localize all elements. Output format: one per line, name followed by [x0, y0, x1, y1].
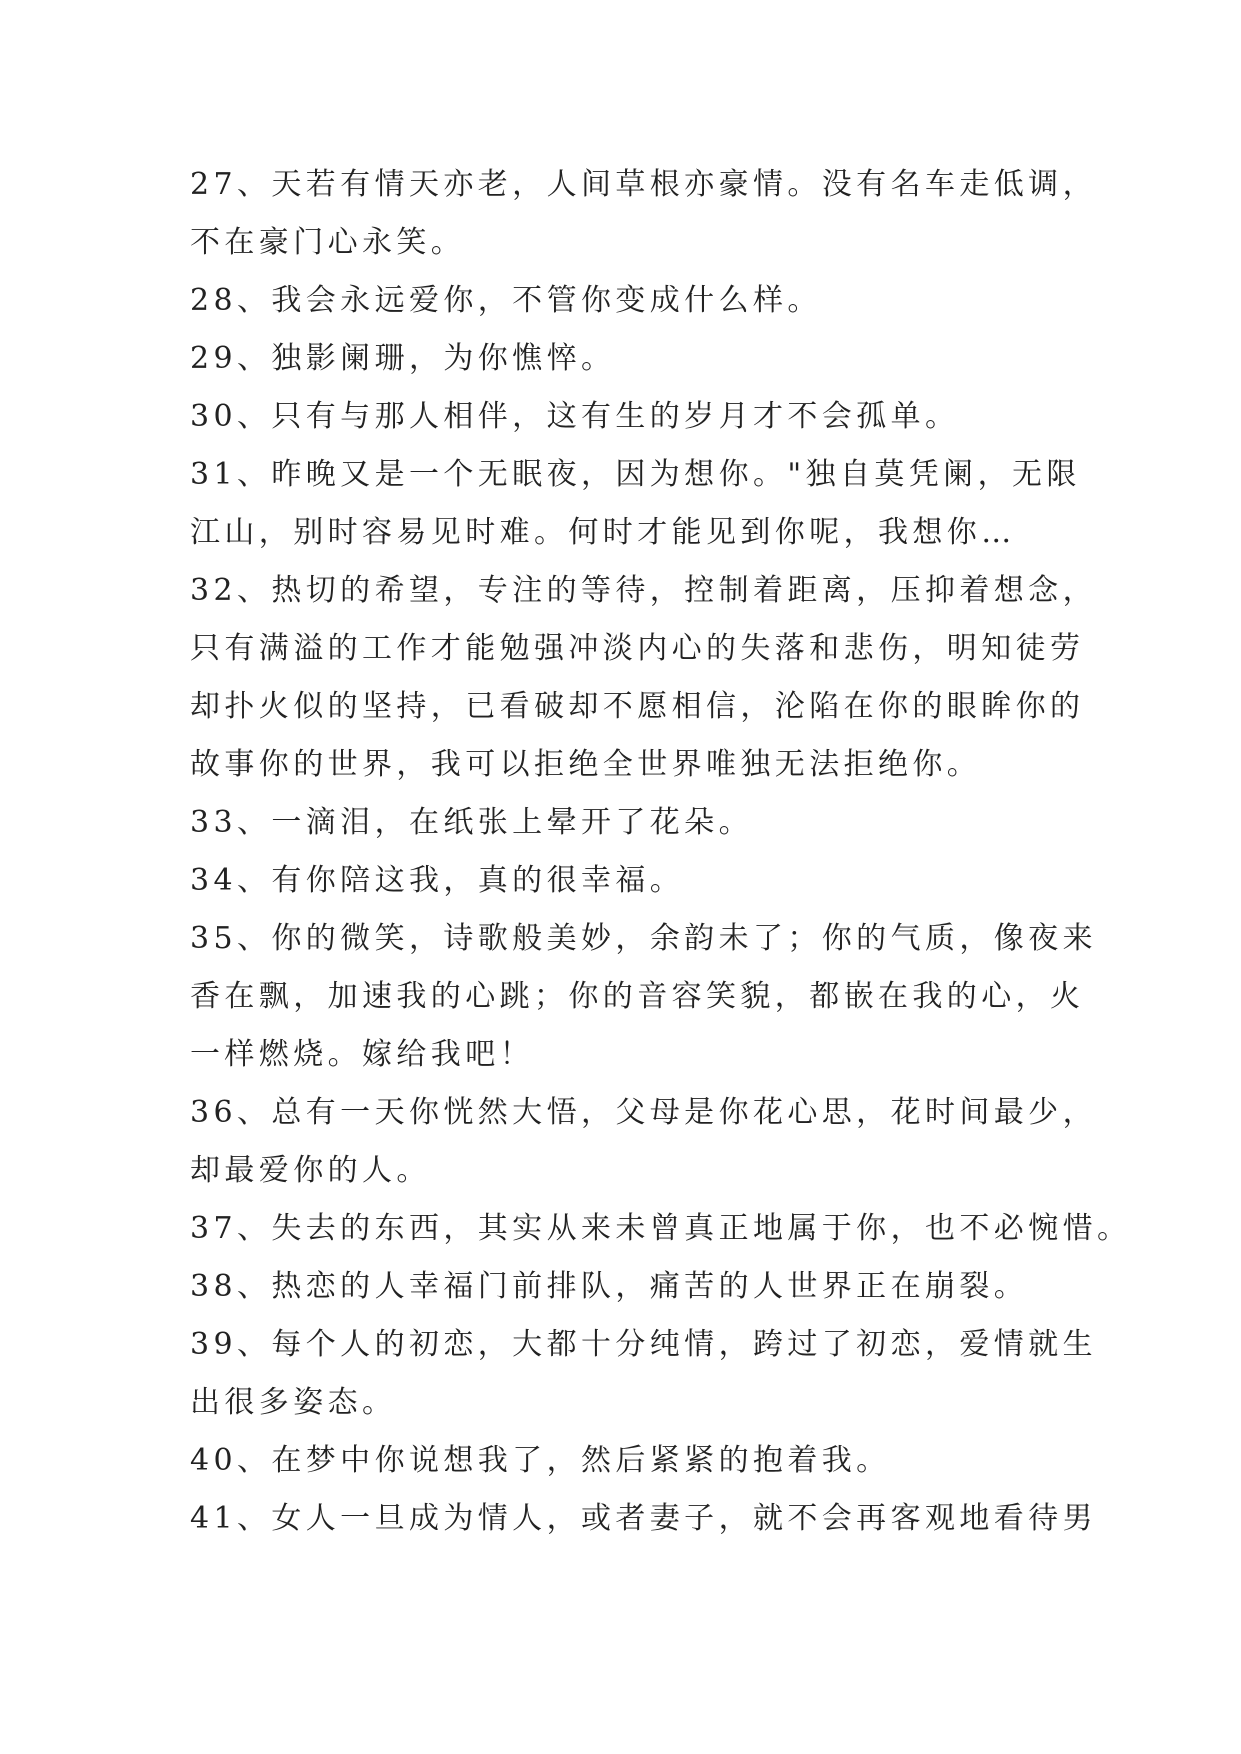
text-line: 一样燃烧。嫁给我吧！ [190, 1037, 534, 1072]
text-line: 不在豪门心永笑。 [190, 225, 466, 260]
text-line: 31、昨晚又是一个无眠夜，因为想你。"独自莫凭阑，无限 [190, 457, 1081, 492]
text-line: 32、热切的希望，专注的等待，控制着距离，压抑着想念， [190, 573, 1097, 608]
text-line: 33、一滴泪，在纸张上晕开了花朵。 [190, 805, 753, 840]
text-line: 27、天若有情天亦老，人间草根亦豪情。没有名车走低调， [190, 167, 1097, 202]
text-line: 出很多姿态。 [190, 1385, 397, 1420]
text-line: 30、只有与那人相伴，这有生的岁月才不会孤单。 [190, 399, 960, 434]
text-line: 36、总有一天你恍然大悟，父母是你花心思，花时间最少， [190, 1095, 1097, 1130]
text-line: 却扑火似的坚持，已看破却不愿相信，沦陷在你的眼眸你的 [190, 689, 1085, 724]
text-line: 37、失去的东西，其实从来未曾真正地属于你，也不必惋惜。 [190, 1211, 1132, 1246]
text-line: 40、在梦中你说想我了，然后紧紧的抱着我。 [190, 1443, 891, 1478]
text-line: 39、每个人的初恋，大都十分纯情，跨过了初恋，爱情就生 [190, 1327, 1097, 1362]
text-line: 却最爱你的人。 [190, 1153, 431, 1188]
text-line: 38、热恋的人幸福门前排队，痛苦的人世界正在崩裂。 [190, 1269, 1029, 1304]
text-line: 香在飘，加速我的心跳；你的音容笑貌，都嵌在我的心，火 [190, 979, 1085, 1014]
text-line: 34、有你陪这我，真的很幸福。 [190, 863, 685, 898]
text-line: 28、我会永远爱你，不管你变成什么样。 [190, 283, 822, 318]
text-line: 41、女人一旦成为情人，或者妻子，就不会再客观地看待男 [190, 1501, 1097, 1536]
text-line: 故事你的世界，我可以拒绝全世界唯独无法拒绝你。 [190, 747, 982, 782]
text-line: 29、独影阑珊，为你憔悴。 [190, 341, 616, 376]
text-line: 只有满溢的工作才能勉强冲淡内心的失落和悲伤，明知徒劳 [190, 631, 1085, 666]
text-line: 35、你的微笑，诗歌般美妙，余韵未了；你的气质，像夜来 [190, 921, 1097, 956]
text-line: 江山，别时容易见时难。何时才能见到你呢，我想你… [190, 515, 1016, 550]
document-body [190, 156, 1132, 1548]
